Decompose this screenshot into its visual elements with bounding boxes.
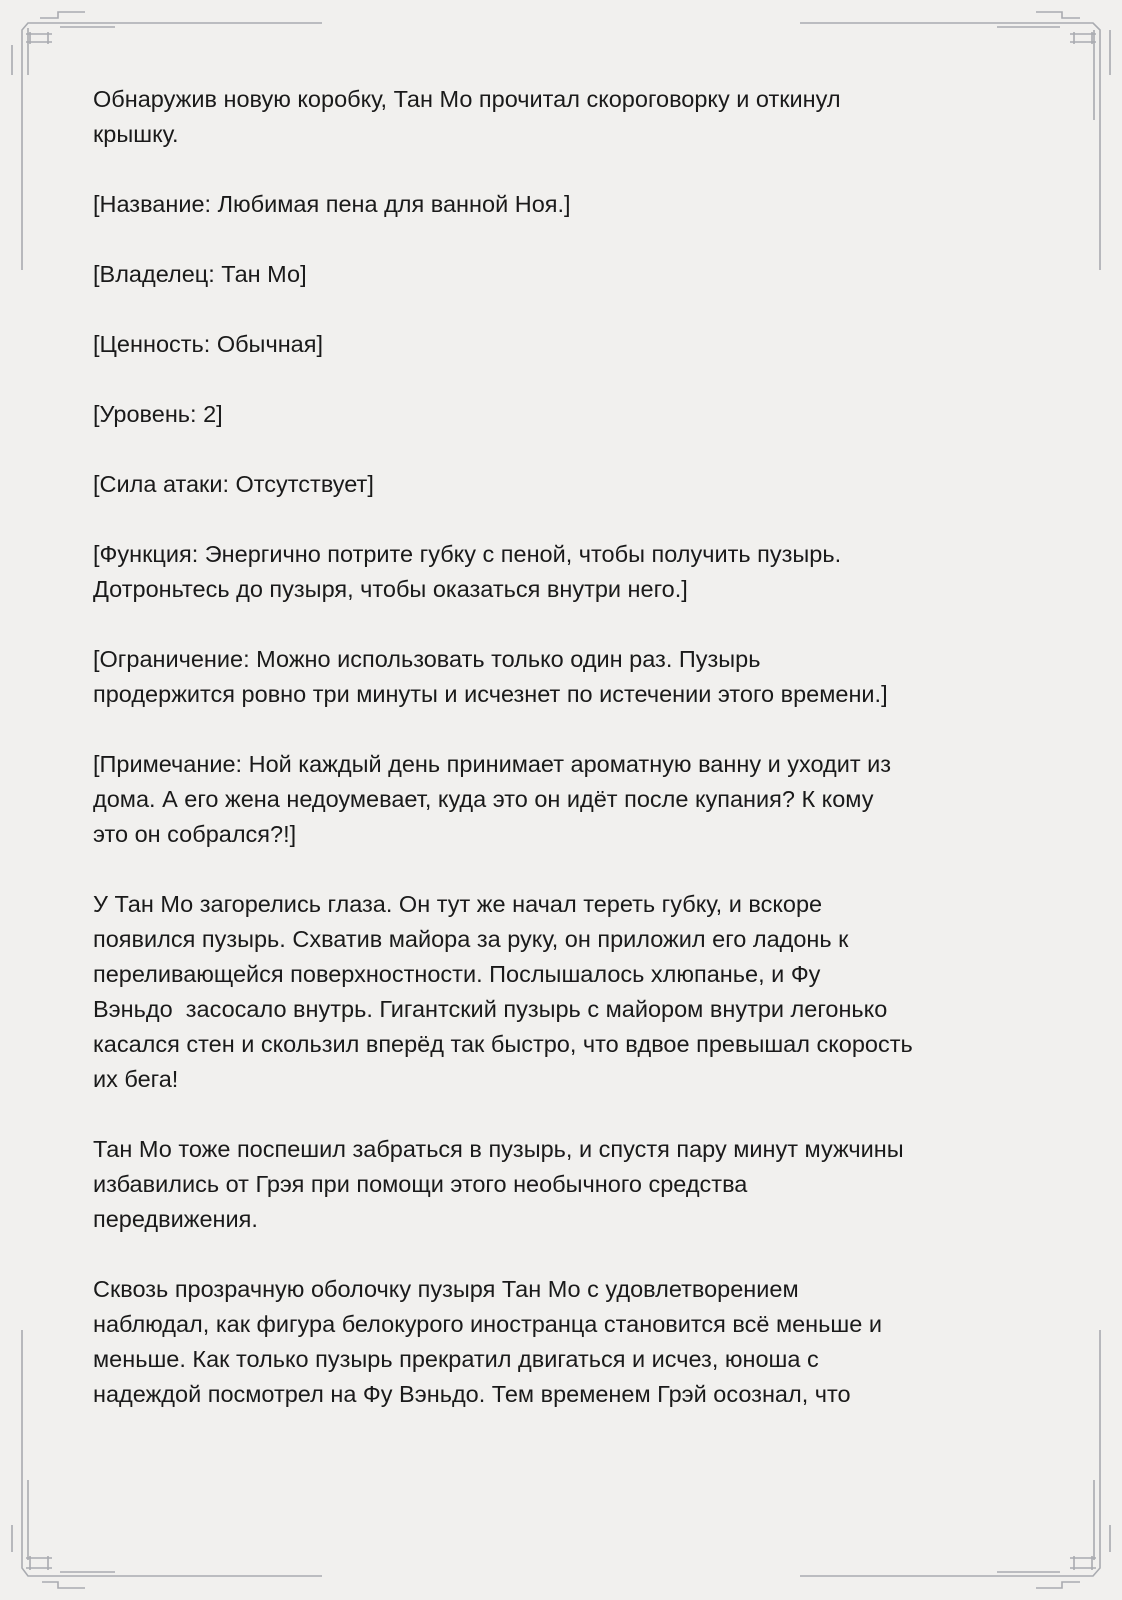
text-line: надеждой посмотрел на Фу Вэньдо. Тем временем Грэй осознал, что <box>93 1381 851 1407</box>
text-line: крышку. <box>93 121 179 147</box>
paragraph <box>93 1132 1023 1237</box>
text-line: появился пузырь. Схватив майора за руку, он приложил его ладонь к <box>93 926 849 952</box>
paragraph <box>93 537 1023 607</box>
text-line: Тан Мо тоже поспешил забраться в пузырь, и спустя пару минут мужчины <box>93 1136 904 1162</box>
text-line: наблюдал, как фигура белокурого иностранца становится всё меньше и <box>93 1311 882 1337</box>
paragraph <box>93 467 1023 502</box>
text-line: [Название: Любимая пена для ванной Ноя.] <box>93 191 571 217</box>
text-line: переливающейся поверхностности. Послышалось хлюпанье, и Фу <box>93 961 821 987</box>
document-body <box>93 82 1023 1447</box>
text-line: это он собрался?!] <box>93 821 297 847</box>
text-line: их бега! <box>93 1066 179 1092</box>
text-line: передвижения. <box>93 1206 258 1232</box>
paragraph <box>93 187 1023 222</box>
paragraph <box>93 1272 1023 1412</box>
paragraph <box>93 747 1023 852</box>
text-line: [Владелец: Тан Мо] <box>93 261 307 287</box>
paragraph <box>93 397 1023 432</box>
text-line: продержится ровно три минуты и исчезнет по истечении этого времени.] <box>93 681 888 707</box>
text-line: Обнаружив новую коробку, Тан Мо прочитал скороговорку и откинул <box>93 86 841 112</box>
text-line: У Тан Мо загорелись глаза. Он тут же начал тереть губку, и вскоре <box>93 891 823 917</box>
paragraph <box>93 82 1023 152</box>
text-line: [Сила атаки: Отсутствует] <box>93 471 374 497</box>
paragraph <box>93 642 1023 712</box>
text-line: Дотроньтесь до пузыря, чтобы оказаться внутри него.] <box>93 576 688 602</box>
paragraph <box>93 887 1023 1097</box>
text-line: [Ценность: Обычная] <box>93 331 323 357</box>
text-line: Сквозь прозрачную оболочку пузыря Тан Мо с удовлетворением <box>93 1276 799 1302</box>
text-line: избавились от Грэя при помощи этого необычного средства <box>93 1171 748 1197</box>
paragraph <box>93 257 1023 292</box>
text-line: [Функция: Энергично потрите губку с пеной, чтобы получить пузырь. <box>93 541 842 567</box>
text-line: Вэньдо засосало внутрь. Гигантский пузырь с майором внутри легонько <box>93 996 888 1022</box>
text-line: меньше. Как только пузырь прекратил двигаться и исчез, юноша с <box>93 1346 819 1372</box>
text-line: касался стен и скользил вперёд так быстро, что вдвое превышал скорость <box>93 1031 913 1057</box>
text-line: [Ограничение: Можно использовать только один раз. Пузырь <box>93 646 761 672</box>
text-line: дома. А его жена недоумевает, куда это он идёт после купания? К кому <box>93 786 874 812</box>
text-line: [Уровень: 2] <box>93 401 223 427</box>
text-line: [Примечание: Ной каждый день принимает ароматную ванну и уходит из <box>93 751 892 777</box>
paragraph <box>93 327 1023 362</box>
